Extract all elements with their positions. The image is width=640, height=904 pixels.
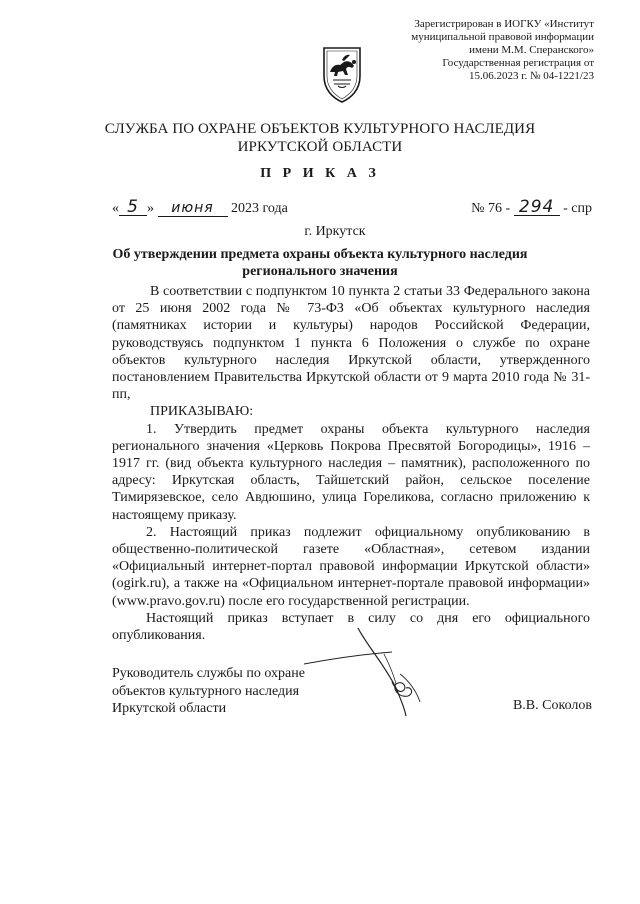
position-line: Иркутской области [112, 701, 227, 716]
date-month: июня [158, 201, 228, 217]
document-title [80, 246, 560, 280]
organization-region: ИРКУТСКОЙ ОБЛАСТИ [237, 139, 403, 155]
order-word: ПРИКАЗЫВАЮ: [150, 404, 254, 420]
registration-line: 15.06.2023 г. № 04-1221/23 [469, 70, 594, 82]
document-number [471, 197, 592, 217]
document-date [112, 197, 288, 217]
number-handwritten: 294 [514, 200, 560, 216]
number-prefix: № 76 - [471, 201, 511, 216]
organization-name: СЛУЖБА ПО ОХРАНЕ ОБЪЕКТОВ КУЛЬТУРНОГО НАСЛЕДИЯ [104, 121, 536, 137]
item-1-paragraph: 1. Утвердить предмет охраны объекта культурного наследия регионального значения «Церковь Покрова Пресвятой Богородицы», 1916 – 1917 гг. (вид объекта культурного наследия – памятник), расположенного по адресу: Иркутская область, Тайшетский район, сельское поселение Тимирязевское, село Авдюшино, улица Гореликова, согласно приложению к настоящему приказу. [112, 421, 590, 523]
registration-line: Государственная регистрация от [442, 57, 594, 69]
title-line: регионального значения [242, 264, 398, 279]
effective-paragraph: Настоящий приказ вступает в силу со дня его официального опубликования. [112, 610, 590, 644]
document-type: П Р И К А З [260, 166, 380, 181]
coat-of-arms-icon [318, 42, 366, 104]
document-city: г. Иркутск [304, 224, 366, 239]
number-suffix: - спр [563, 201, 592, 216]
date-day: 5 [119, 200, 147, 216]
item-2-paragraph: 2. Настоящий приказ подлежит официальному опубликованию в общественно-политической газете «Областная», сетевом издании «Официальный интернет-портал правовой информации Иркутской области» (ogirk.ru), а также на «Официальном интернет-портале правовой информации» (www.pravo.gov.ru) после его государственной регистрации. [112, 524, 590, 609]
position-line: Руководитель службы по охране [112, 666, 305, 681]
position-line: объектов культурного наследия [112, 683, 300, 699]
date-year: 2023 года [231, 201, 288, 216]
registration-note [334, 18, 594, 83]
signatory-position [112, 665, 305, 718]
preamble-paragraph: В соответствии с подпунктом 10 пункта 2 статьи 33 Федерального закона от 25 июня 2002 года № 73-ФЗ «Об объектах культурного наследия (памятниках истории и культуры) народов Российской Федерации, руководствуясь подпунктом 1 пункта 6 Положения о службе по охране объектов культурного наследия Иркутской области, утвержденного постановлением Правительства Иркутской области от 9 марта 2010 года № 31-пп, [112, 284, 590, 403]
signatory-name: В.В. Соколов [512, 698, 592, 713]
date-close-quote: » [147, 201, 154, 216]
registration-line: муниципальной правовой информации [411, 31, 594, 43]
title-line: Об утверждении предмета охраны объекта культурного наследия [112, 247, 528, 262]
registration-line: Зарегистрирован в ИОГКУ «Институт [414, 18, 594, 30]
registration-line: имени М.М. Сперанского» [469, 44, 594, 56]
date-open-quote: « [112, 201, 119, 216]
document-body [112, 283, 590, 644]
handwritten-signature-icon [296, 624, 456, 724]
